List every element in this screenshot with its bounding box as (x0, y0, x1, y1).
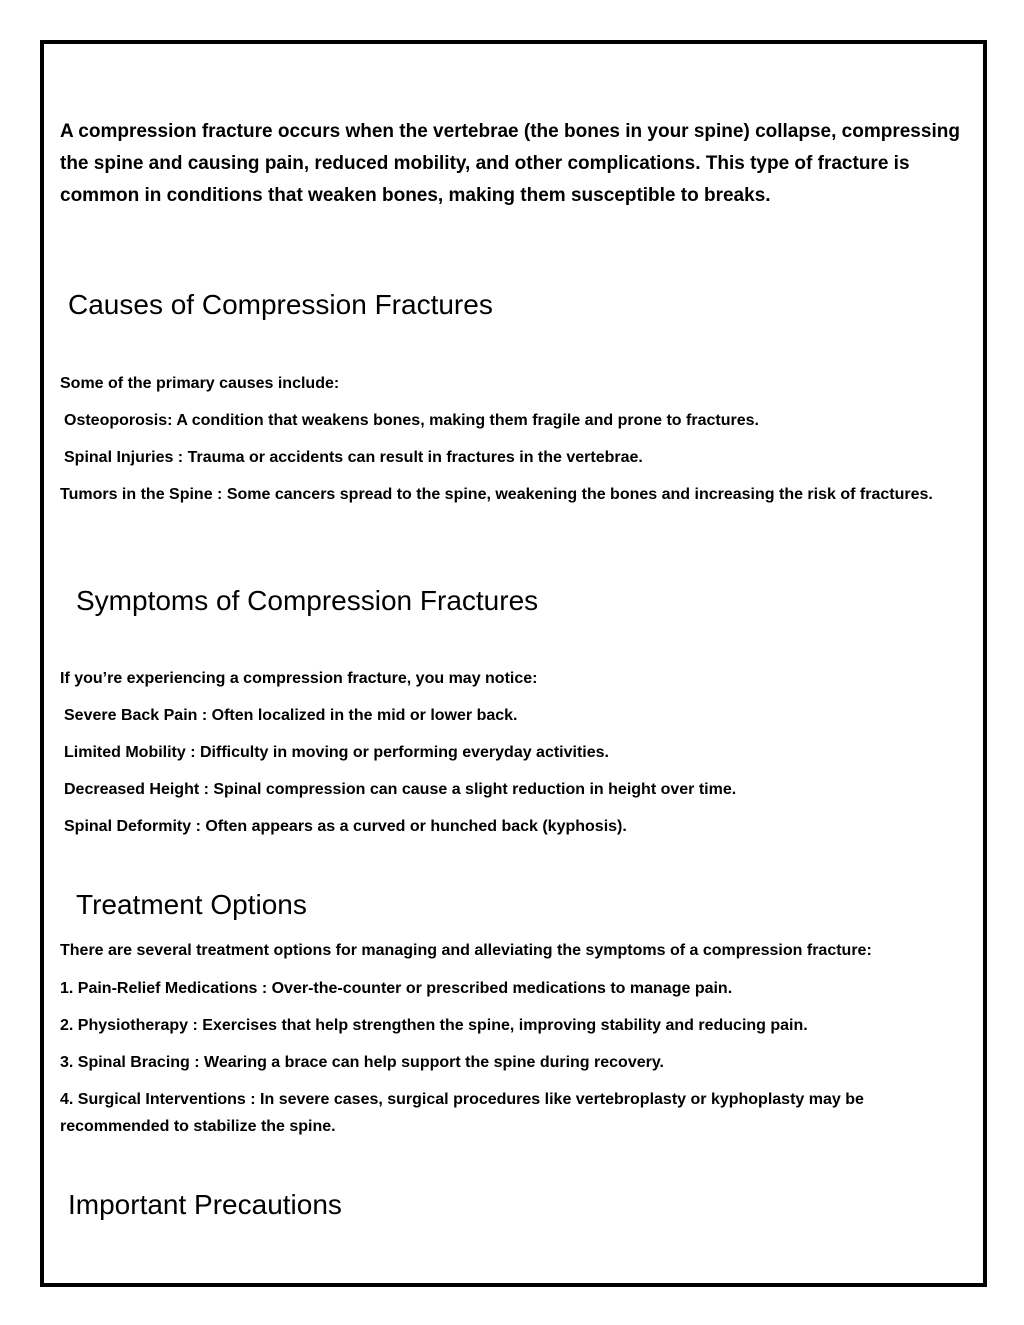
treatment-heading: Treatment Options (76, 889, 307, 920)
symptoms-lead: If you’re experiencing a compression fracture, you may notice: (60, 670, 538, 687)
symptom-item-back-pain: Severe Back Pain : Often localized in the mid or lower back. (64, 707, 518, 724)
treatment-item-surgical: 4. Surgical Interventions : In severe cases, surgical procedures like vertebroplasty or kyphoplasty may be recommended to stabilize the spine. (60, 1091, 864, 1135)
intro-paragraph: A compression fracture occurs when the vertebrae (the bones in your spine) collapse, compressing the spine and causing pain, reduced mobility, and other complications. This type of fracture is common in conditions that weaken bones, making them susceptible to breaks. (60, 121, 960, 206)
causes-heading: Causes of Compression Fractures (68, 289, 493, 320)
treatment-item-physiotherapy: 2. Physiotherapy : Exercises that help strengthen the spine, improving stability and reducing pain. (60, 1017, 808, 1034)
treatment-item-medications: 1. Pain-Relief Medications : Over-the-counter or prescribed medications to manage pain. (60, 980, 733, 997)
precautions-heading: Important Precautions (68, 1189, 342, 1220)
causes-lead: Some of the primary causes include: (60, 375, 340, 392)
symptoms-heading: Symptoms of Compression Fractures (76, 585, 539, 616)
symptom-item-decreased-height: Decreased Height : Spinal compression can cause a slight reduction in height over time. (64, 781, 737, 798)
symptom-item-spinal-deformity: Spinal Deformity : Often appears as a curved or hunched back (kyphosis). (64, 818, 627, 835)
cause-item-tumors: Tumors in the Spine : Some cancers spread to the spine, weakening the bones and increasing the risk of fractures. (60, 486, 933, 503)
treatment-lead: There are several treatment options for managing and alleviating the symptoms of a compression fracture: (60, 942, 872, 959)
symptom-item-limited-mobility: Limited Mobility : Difficulty in moving or performing everyday activities. (64, 744, 609, 761)
treatment-item-bracing: 3. Spinal Bracing : Wearing a brace can help support the spine during recovery. (60, 1054, 664, 1071)
cause-item-osteoporosis: Osteoporosis: A condition that weakens bones, making them fragile and prone to fractures. (64, 412, 759, 429)
cause-item-spinal-injuries: Spinal Injuries : Trauma or accidents can result in fractures in the vertebrae. (64, 449, 643, 466)
